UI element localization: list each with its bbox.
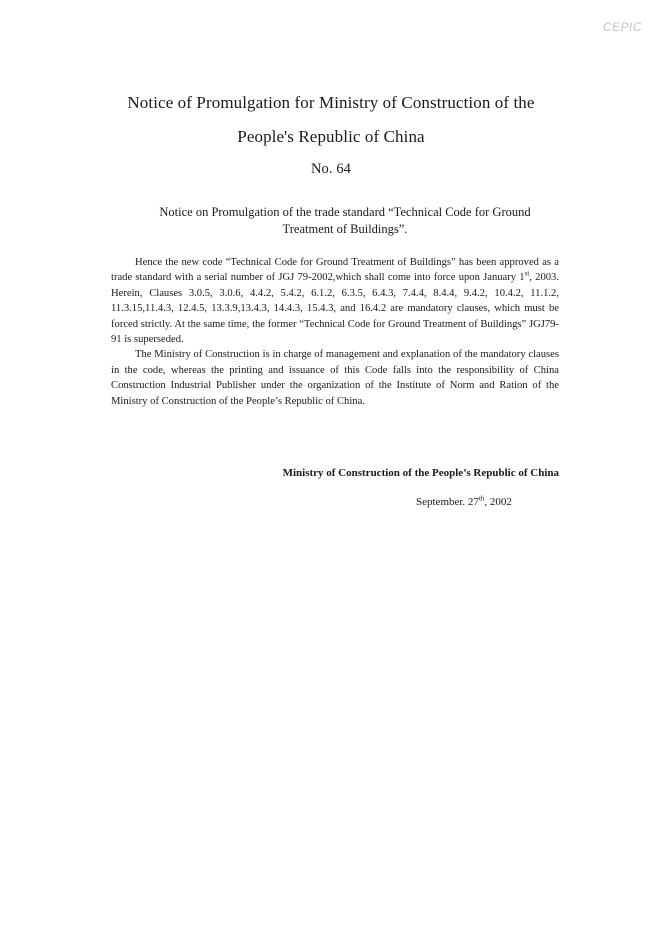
- publisher-watermark: CEPIC: [602, 20, 642, 34]
- ordinal-suffix: st: [524, 269, 530, 278]
- notice-body: [111, 255, 559, 409]
- issue-date-year: , 2002: [484, 496, 512, 508]
- body-paragraph-1-rest: , 2003. Herein, Clauses 3.0.5, 3.0.6, 4.4.2, 5.4.2, 6.1.2, 6.3.5, 6.4.3, 7.4.4, 8.4.4, 9.4.2, 10.4.2, 11.1.2, 11.3.15,11.4.3, 12.4.5, 13.3.9,13.4.3, 14.4.3, 15.4.3, and 16.4.2 are mandatory clauses, which must be forced strictly. At the same time, the former “Technical Code for Ground Treatment of Buildings” JGJ79-91 is superseded.: [111, 272, 559, 346]
- date-ordinal-suffix: th: [478, 494, 485, 503]
- issue-date: [416, 496, 512, 508]
- body-paragraph-1: [111, 255, 559, 347]
- notice-title-line-2: People's Republic of China: [237, 127, 425, 146]
- issuing-authority-signature: Ministry of Construction of the People’s Republic of China: [282, 467, 559, 479]
- notice-title-line-1: Notice of Promulgation for Ministry of Construction of the: [127, 93, 535, 112]
- notice-subtitle: Notice on Promulgation of the trade standard “Technical Code for Ground Treatment of Buildings”.: [159, 205, 531, 236]
- body-paragraph-2: The Ministry of Construction is in charge of management and explanation of the mandatory clauses in the code, whereas the printing and issuance of this Code falls into the responsibility of China Construction Industrial Publisher under the organization of the Institute of Norm and Ration of the Ministry of Construction of the People’s Republic of China.: [111, 349, 559, 407]
- issue-date-prefix: September. 27: [416, 496, 479, 508]
- notice-number: No. 64: [310, 161, 352, 177]
- body-paragraph-1-start: Hence the new code “Technical Code for Ground Treatment of Buildings” has been approved as a trade standard with a serial number of JGJ 79-2002,which shall come into force upon January 1: [111, 257, 559, 284]
